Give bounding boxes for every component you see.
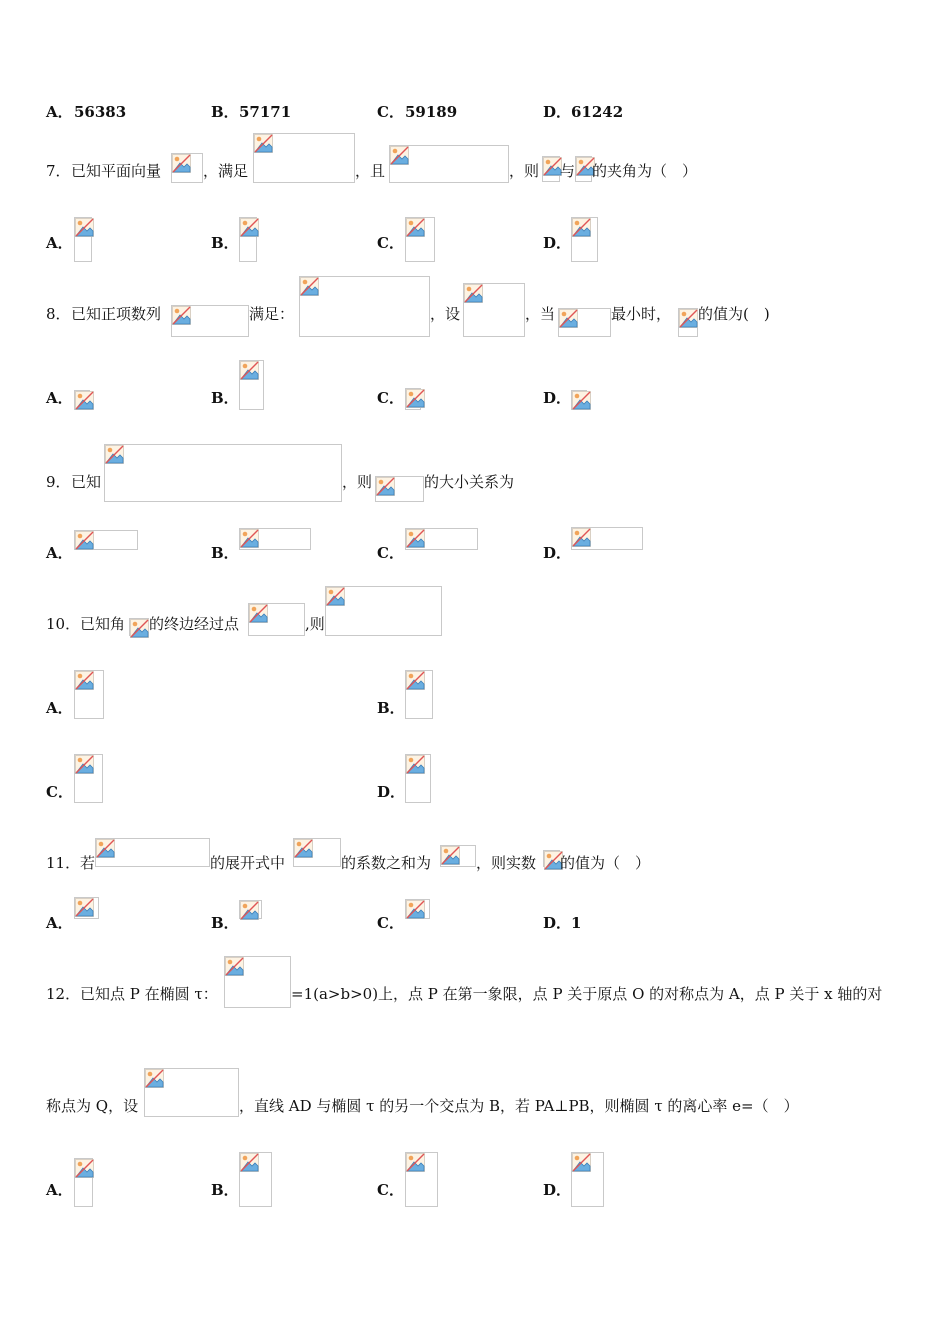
q11-text-3: 的系数之和为 [341,854,432,872]
q6-option-c-value: 59189 [405,103,458,121]
broken-image-icon [405,217,435,262]
broken-image-icon [463,283,525,337]
q7-text-5: 与 [560,162,576,180]
q10-text-3: ,则 [305,615,325,633]
broken-image-icon [325,586,442,636]
broken-image-icon [440,845,476,867]
q12-number: 12． [46,985,81,1003]
broken-image-icon [129,618,149,636]
q8-text-2: 满足： [249,305,295,323]
broken-image-icon [405,670,433,719]
broken-image-icon [74,530,138,550]
broken-image-icon [74,670,104,719]
broken-image-icon [239,900,262,919]
q7-option-c-label: C． [377,234,404,252]
q8-option-c-label: C． [377,389,404,407]
q9-option-d-label: D． [543,544,572,562]
q8-option-d-label: D． [543,389,572,407]
q8-number: 8． [46,305,71,323]
broken-image-icon [144,1068,239,1117]
q12-line1-b: =1(a>b>0)上，点 P 在第一象限，点 P 关于原点 O 的对称点为 A，点 P 关于 x 轴的对 [291,985,883,1003]
broken-image-icon [104,444,342,502]
broken-image-icon [571,390,587,410]
broken-image-icon [171,305,249,337]
q6-option-a-label: A． [46,103,73,121]
broken-image-icon [248,603,305,636]
q12-option-a-label: A． [46,1181,73,1199]
q7-text-3: ，且 [355,162,386,180]
broken-image-icon [239,217,257,262]
q7-text-6: 的夹角为（ ） [592,162,698,180]
q11-text-4: ，则实数 [476,854,537,872]
q7-text-2: ，满足 [203,162,249,180]
q6-option-c-label: C． [377,103,404,121]
broken-image-icon [375,476,424,502]
q9-text-3: 的大小关系为 [424,473,515,491]
q8-text-5: 最小时， [611,305,672,323]
q11-text-1: 若 [80,854,96,872]
broken-image-icon [405,528,478,550]
q7-text-4: ，则 [509,162,540,180]
q12-option-c-label: C． [377,1181,404,1199]
broken-image-icon [405,1152,438,1207]
broken-image-icon [293,838,341,867]
broken-image-icon [389,145,509,183]
q11-text-2: 的展开式中 [210,854,286,872]
broken-image-icon [678,308,698,337]
broken-image-icon [74,897,99,919]
q12-line2-a: 称点为 Q，设 [46,1097,139,1115]
broken-image-icon [239,1152,272,1207]
q7-number: 7． [46,162,71,180]
broken-image-icon [571,527,643,550]
q8-text-6: 的值为( ) [698,305,770,323]
q7-text-1: 已知平面向量 [71,162,162,180]
q11-option-a-label: A． [46,914,73,932]
q8-text-4: ，当 [525,305,556,323]
q9-option-c-label: C． [377,544,404,562]
broken-image-icon [253,133,355,183]
q6-option-d-label: D． [543,103,572,121]
q11-option-c-label: C． [377,914,404,932]
q8-text-3: ，设 [430,305,461,323]
q9-option-a-label: A． [46,544,73,562]
q6-option-b-label: B． [211,103,239,121]
broken-image-icon [575,156,592,182]
q7-option-b-label: B． [211,234,239,252]
q12-option-b-label: B． [211,1181,239,1199]
broken-image-icon [239,528,311,550]
q7-option-a-label: A． [46,234,73,252]
q10-option-b-label: B． [377,699,405,717]
q11-number: 11． [46,854,81,872]
q10-option-c-label: C． [46,783,73,801]
q6-option-a-value: 56383 [74,103,127,121]
q8-option-a-label: A． [46,389,73,407]
q11-option-d-label: D． [543,914,572,932]
broken-image-icon [74,754,103,803]
broken-image-icon [405,388,421,410]
broken-image-icon [224,956,291,1008]
q6-option-d-value: 61242 [571,103,624,121]
q11-option-b-label: B． [211,914,239,932]
q10-number: 10． [46,615,81,633]
broken-image-icon [74,390,90,410]
broken-image-icon [299,276,430,337]
q12-line2-b: ，直线 AD 与椭圆 τ 的另一个交点为 B，若 PA⊥PB，则椭圆 τ 的离心率 e=（ ） [239,1097,799,1115]
q10-option-d-label: D． [377,783,406,801]
q10-text-1: 已知角 [80,615,126,633]
q10-option-a-label: A． [46,699,73,717]
q9-option-b-label: B． [211,544,239,562]
broken-image-icon [542,156,560,182]
q12-option-d-label: D． [543,1181,572,1199]
broken-image-icon [543,850,560,867]
broken-image-icon [171,153,203,183]
broken-image-icon [74,1158,93,1207]
broken-image-icon [571,1152,604,1207]
q12-line1-a: 已知点 P 在椭圆 τ： [80,985,218,1003]
broken-image-icon [571,217,598,262]
q6-option-b-value: 57171 [239,103,292,121]
q8-text-1: 已知正项数列 [71,305,162,323]
q9-text-1: 已知 [71,473,102,491]
broken-image-icon [239,360,264,410]
q7-option-d-label: D． [543,234,572,252]
q11-option-d-value: 1 [571,914,582,932]
q9-number: 9． [46,473,71,491]
q9-text-2: ，则 [342,473,373,491]
broken-image-icon [95,838,210,867]
q11-text-5: 的值为（ ） [560,854,651,872]
broken-image-icon [74,217,92,262]
broken-image-icon [558,308,611,337]
q10-text-2: 的终边经过点 [149,615,240,633]
q8-option-b-label: B． [211,389,239,407]
broken-image-icon [405,754,431,803]
broken-image-icon [405,899,430,919]
